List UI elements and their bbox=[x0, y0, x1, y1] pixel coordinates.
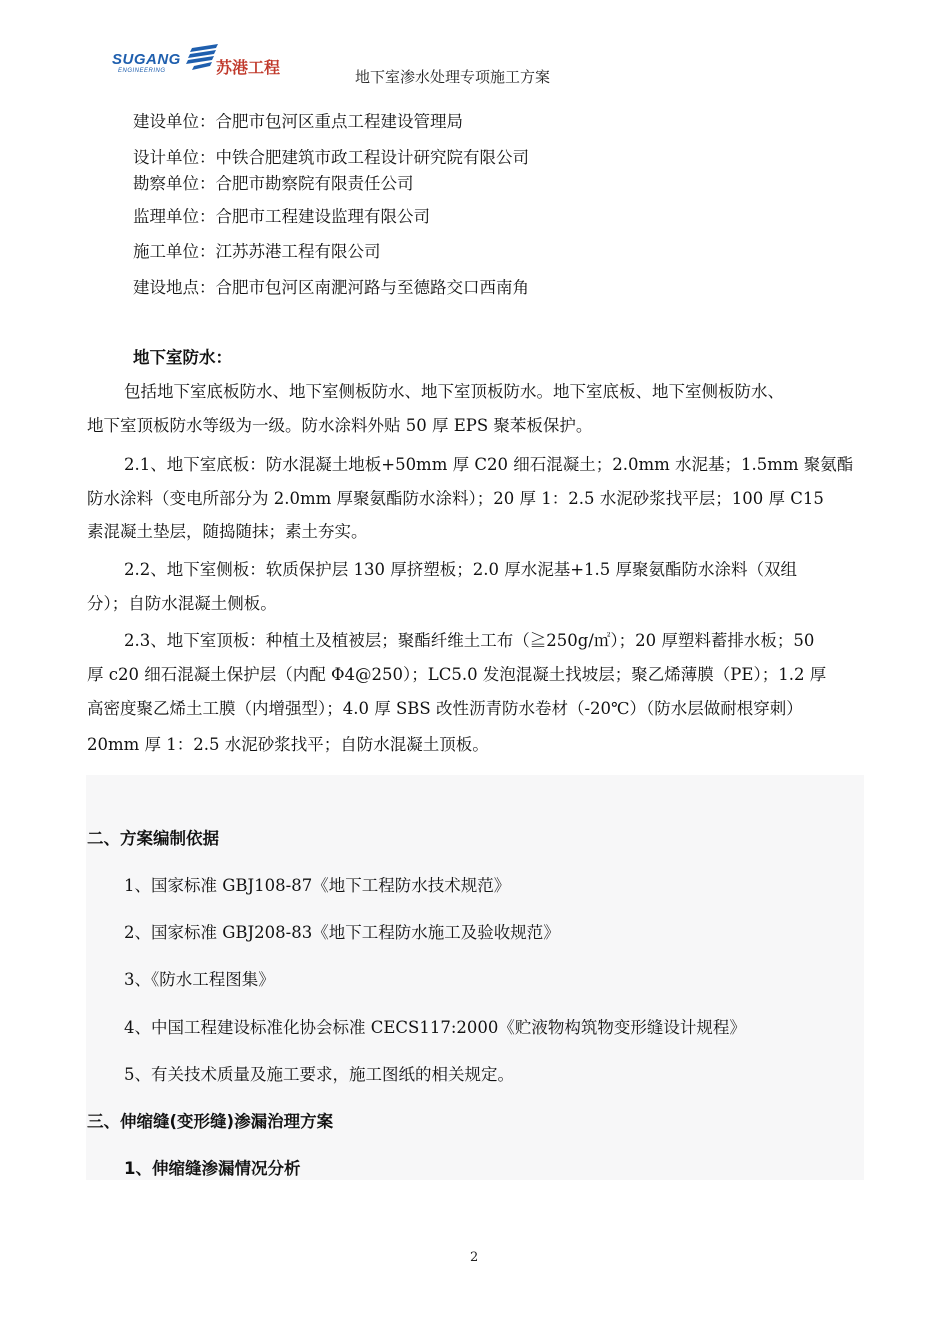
basis-list-item: 2、国家标准 GBJ208-83《地下工程防水施工及验收规范》 bbox=[124, 923, 560, 942]
logo-text-sub: ENGINEERING bbox=[118, 68, 166, 74]
basis-list-item: 1、国家标准 GBJ108-87《地下工程防水技术规范》 bbox=[124, 876, 511, 895]
header-title: 地下室渗水处理专项施工方案 bbox=[355, 68, 551, 86]
section-3-subheading: 1、伸缩缝渗漏情况分析 bbox=[124, 1159, 301, 1178]
info-supervision-unit: 监理单位：合肥市工程建设监理有限公司 bbox=[133, 207, 430, 226]
basis-list-item: 3、《防水工程图集》 bbox=[124, 970, 275, 989]
logo-stripes-icon bbox=[186, 42, 220, 72]
item-2-3-line: 高密度聚乙烯土工膜（内增强型）；4.0 厚 SBS 改性沥青防水卷材（-20℃）（防水层做耐根穿刺） bbox=[87, 699, 803, 718]
info-contractor-unit: 施工单位：江苏苏港工程有限公司 bbox=[133, 242, 381, 261]
waterproof-heading: 地下室防水： bbox=[133, 348, 232, 367]
item-2-3-line: 2.3、地下室顶板：种植土及植被层；聚酯纤维土工布（≧250g/㎡）；20 厚塑料蓄排水板；50 bbox=[124, 631, 815, 650]
item-2-2-line: 分）；自防水混凝土侧板。 bbox=[87, 594, 277, 613]
info-survey-unit: 勘察单位：合肥市勘察院有限责任公司 bbox=[133, 174, 414, 193]
info-design-unit: 设计单位：中铁合肥建筑市政工程设计研究院有限公司 bbox=[133, 148, 529, 167]
section-2-heading: 二、方案编制依据 bbox=[87, 829, 219, 848]
info-construction-unit: 建设单位：合肥市包河区重点工程建设管理局 bbox=[133, 112, 463, 131]
item-2-2-line: 2.2、地下室侧板：软质保护层 130 厚挤塑板；2.0 厚水泥基+1.5 厚聚氨酯防水涂料（双组 bbox=[124, 560, 798, 579]
section-3-heading: 三、伸缩缝(变形缝)渗漏治理方案 bbox=[87, 1112, 334, 1131]
item-2-3-line: 厚 c20 细石混凝土保护层（内配 Φ4@250）；LC5.0 发泡混凝土找坡层；聚乙烯薄膜（PE）；1.2 厚 bbox=[87, 665, 827, 684]
page-number: 2 bbox=[470, 1250, 479, 1265]
item-2-1-line: 防水涂料（变电所部分为 2.0mm 厚聚氨酯防水涂料）；20 厚 1：2.5 水泥砂浆找平层；100 厚 C15 bbox=[87, 489, 824, 508]
logo-text-cn: 苏港工程 bbox=[216, 58, 281, 77]
basis-list-item: 5、有关技术质量及施工要求，施工图纸的相关规定。 bbox=[124, 1065, 514, 1084]
item-2-1-line: 2.1、地下室底板：防水混凝土地板+50mm 厚 C20 细石混凝土；2.0mm 水泥基；1.5mm 聚氨酯 bbox=[124, 455, 854, 474]
logo-text-en: SUGANG bbox=[112, 51, 181, 68]
basis-list-item: 4、中国工程建设标准化协会标准 CECS117:2000《贮液物构筑物变形缝设计规程》 bbox=[124, 1018, 746, 1037]
item-2-1-line: 素混凝土垫层，随捣随抹；素土夯实。 bbox=[87, 522, 368, 541]
company-logo bbox=[112, 38, 287, 80]
waterproof-intro-line: 包括地下室底板防水、地下室侧板防水、地下室顶板防水。地下室底板、地下室侧板防水、 bbox=[124, 382, 784, 401]
item-2-3-line: 20mm 厚 1：2.5 水泥砂浆找平；自防水混凝土顶板。 bbox=[87, 735, 489, 754]
info-site-location: 建设地点：合肥市包河区南淝河路与至德路交口西南角 bbox=[133, 278, 529, 297]
waterproof-intro-line: 地下室顶板防水等级为一级。防水涂料外贴 50 厚 EPS 聚苯板保护。 bbox=[87, 416, 593, 435]
